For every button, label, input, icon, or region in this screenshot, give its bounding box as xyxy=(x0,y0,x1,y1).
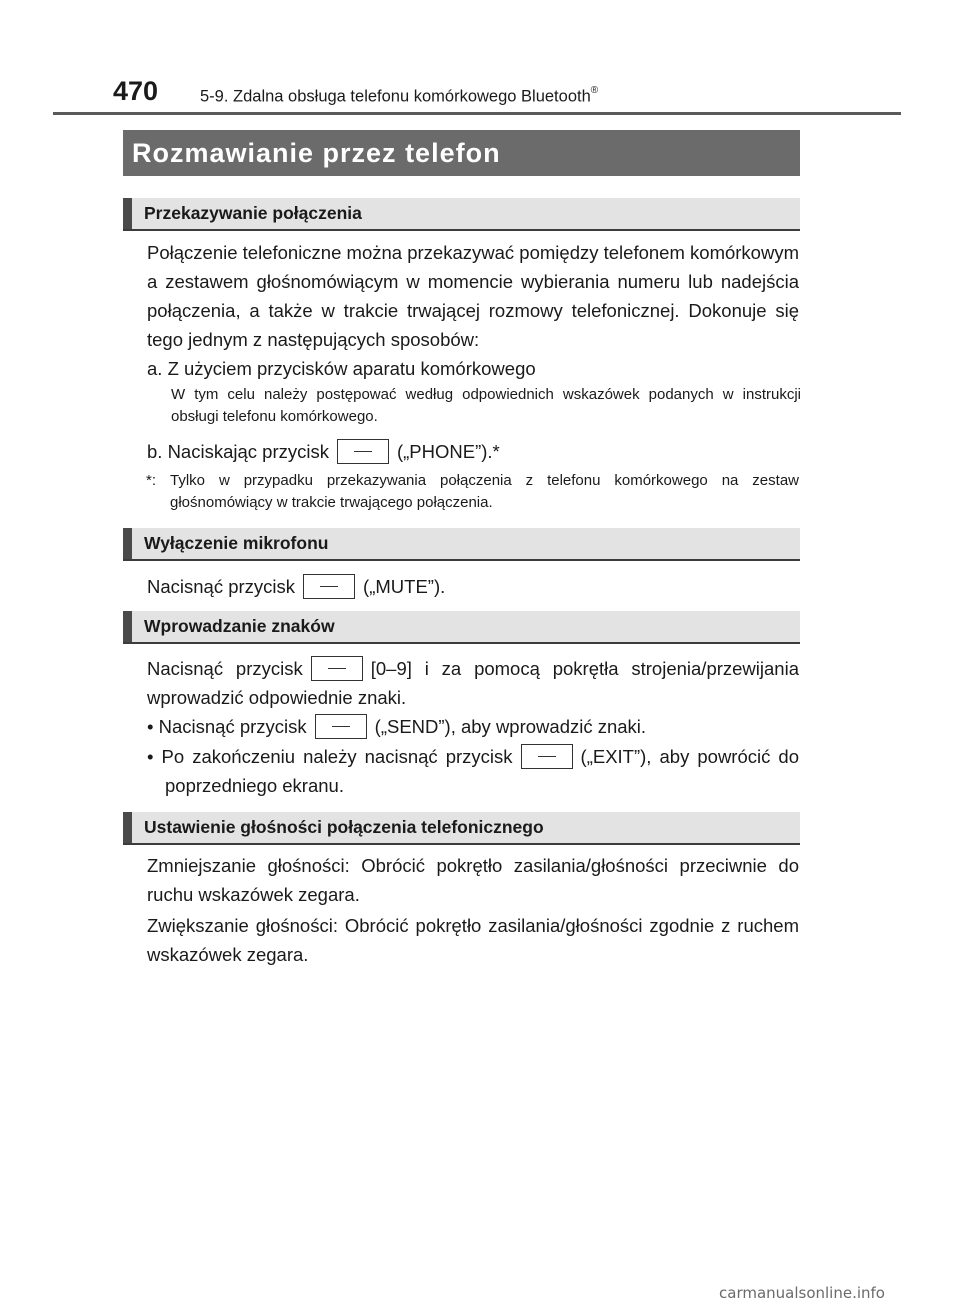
transfer-option-b xyxy=(147,437,799,466)
option-b-suffix: („PHONE”).* xyxy=(396,441,500,462)
send-button-icon xyxy=(315,714,367,739)
transfer-option-a-note: W tym celu należy postępować według odpowiednich wskazówek podanych w instrukcji obsługi telefonu komórkowego. xyxy=(171,386,801,425)
registered-mark: ® xyxy=(590,85,599,96)
watermark: carmanualsonline.info xyxy=(719,1284,885,1302)
digit-button-icon xyxy=(311,656,363,681)
send-suffix: („SEND”), aby wprowadzić znaki. xyxy=(374,716,647,737)
exit-suffix: („EXIT”), aby powrócić do poprzedniego ekranu. xyxy=(165,746,799,796)
send-prefix: • Nacisnąć przycisk xyxy=(147,716,307,737)
exit-prefix: • Po zakończeniu należy nacisnąć przycisk xyxy=(147,746,513,767)
exit-button-icon xyxy=(521,744,573,769)
transfer-footnote-mark: *: xyxy=(146,472,157,489)
subheading-input xyxy=(123,611,800,644)
input-bullet-exit xyxy=(147,742,799,800)
option-b-prefix: b. Naciskając przycisk xyxy=(147,441,329,462)
subheading-bar xyxy=(123,198,132,229)
input-instruction xyxy=(147,654,799,712)
volume-decrease: Zmniejszanie głośności: Obrócić pokrętło zasilania/głośności przeciwnie do ruchu wskazówek zegara. xyxy=(147,855,799,905)
subheading-bar xyxy=(123,611,132,642)
header-rule xyxy=(53,112,901,115)
subheading-volume xyxy=(123,812,800,845)
input-bullet-send xyxy=(147,712,799,741)
mute-suffix: („MUTE”). xyxy=(363,576,446,597)
subheading-label: Ustawienie głośności połączenia telefonicznego xyxy=(144,817,544,837)
page-title: Rozmawianie przez telefon xyxy=(123,130,800,176)
section-breadcrumb xyxy=(200,87,598,107)
subheading-bar xyxy=(123,812,132,843)
phone-button-icon xyxy=(337,439,389,464)
subheading-label: Wprowadzanie znaków xyxy=(144,616,335,636)
subheading-transfer xyxy=(123,198,800,231)
section-text: 5-9. Zdalna obsługa telefonu komórkowego Bluetooth xyxy=(200,87,591,106)
mute-instruction xyxy=(147,572,799,601)
volume-increase: Zwiększanie głośności: Obrócić pokrętło zasilania/głośności zgodnie z ruchem wskazówek zegara. xyxy=(147,915,799,965)
subheading-mute xyxy=(123,528,800,561)
page-number: 470 xyxy=(113,76,159,106)
mute-prefix: Nacisnąć przycisk xyxy=(147,576,296,597)
subheading-label: Wyłączenie mikrofonu xyxy=(144,533,329,553)
input-prefix: Nacisnąć przycisk xyxy=(147,658,303,679)
subheading-bar xyxy=(123,528,132,559)
subheading-label: Przekazywanie połączenia xyxy=(144,203,362,223)
transfer-footnote: Tylko w przypadku przekazywania połączenia z telefonu komórkowego na zestaw głośnomówiący w trakcie trwającego połączenia. xyxy=(170,472,799,511)
transfer-option-a: a. Z użyciem przycisków aparatu komórkowego xyxy=(147,358,536,379)
mute-button-icon xyxy=(303,574,355,599)
transfer-intro: Połączenie telefoniczne można przekazywać pomiędzy telefonem komórkowym a zestawem głośnomówiącym w momencie wybierania numeru lub nadejścia połączenia, a także w trakcie trwającej rozmowy telefonicznej. Dokonuje się tego jednym z następujących sposobów: xyxy=(147,242,799,350)
input-suffix: [0–9] i za pomocą pokrętła strojenia/przewijania wprowadzić odpowiednie znaki. xyxy=(147,658,799,708)
